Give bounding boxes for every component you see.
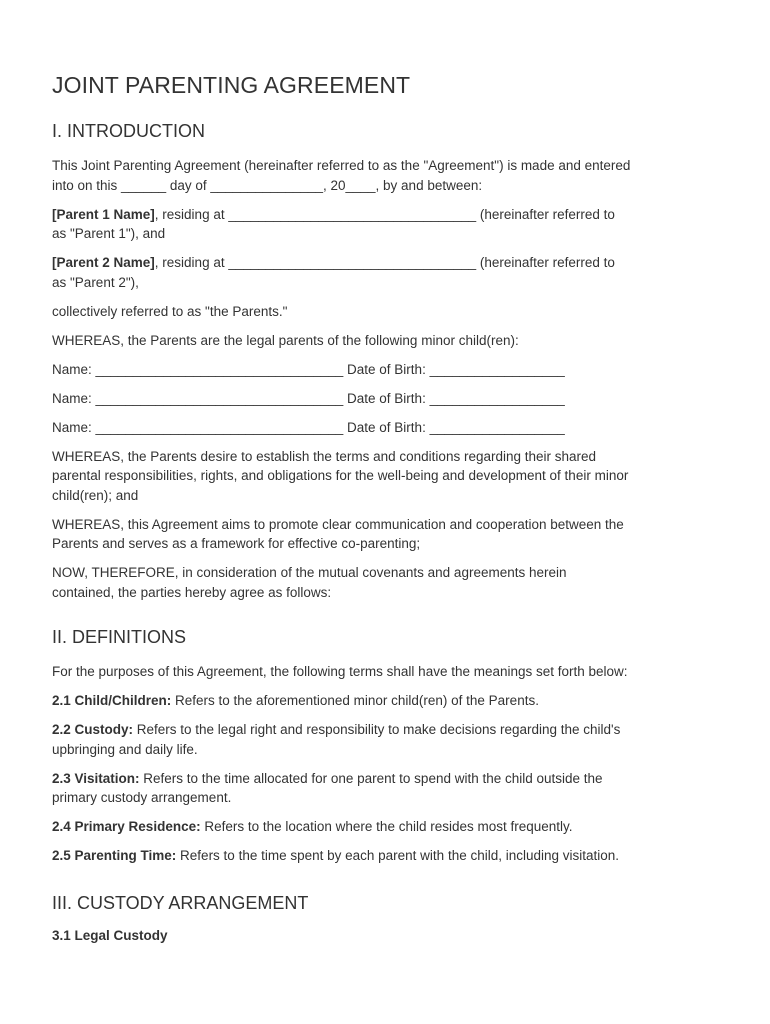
definition-term: 2.4 Primary Residence: xyxy=(52,819,201,834)
definition-term: 2.1 Child/Children: xyxy=(52,693,172,708)
definition-term: 2.5 Parenting Time: xyxy=(52,848,177,863)
definition-parenting-time xyxy=(52,846,718,866)
document-title: JOINT PARENTING AGREEMENT xyxy=(52,72,411,98)
now-therefore-line-1: NOW, THEREFORE, in consideration of the mutual covenants and agreements herein xyxy=(52,565,567,580)
whereas-communication-paragraph xyxy=(52,515,718,554)
parent-1-line-1: , residing at _________________________________ (hereinafter referred to xyxy=(154,206,615,222)
whereas-terms-line-2: parental responsibilities, rights, and obligations for the well-being and development of their minor xyxy=(52,468,629,483)
introduction-heading: I. INTRODUCTION xyxy=(52,121,205,141)
custody-section xyxy=(52,893,718,943)
legal-custody-subheading: 3.1 Legal Custody xyxy=(52,927,168,943)
now-therefore-line-2: contained, the parties hereby agree as follows: xyxy=(52,584,332,600)
definition-custody xyxy=(52,720,718,759)
whereas-terms-line-3: child(ren); and xyxy=(52,487,139,503)
child-entry-1: Name: _________________________________ Date of Birth: __________________ xyxy=(52,361,565,377)
definition-child xyxy=(52,691,718,711)
whereas-communication-line-1: WHEREAS, this Agreement aims to promote clear communication and cooperation between the xyxy=(52,516,624,532)
intro-line-2: into on this ______ day of _______________, 20____, by and between: xyxy=(52,177,483,193)
definitions-section xyxy=(52,627,718,866)
definition-text: Refers to the location where the child resides most frequently. xyxy=(200,819,573,834)
custody-heading: III. CUSTODY ARRANGEMENT xyxy=(52,892,309,913)
child-entry-2: Name: _________________________________ Date of Birth: __________________ xyxy=(52,390,565,406)
intro-paragraph xyxy=(52,156,718,195)
whereas-children-paragraph: WHEREAS, the Parents are the legal parents of the following minor child(ren): xyxy=(52,332,519,348)
parent-2-paragraph xyxy=(52,253,718,292)
definition-text: Refers to the time spent by each parent with the child, including visitation. xyxy=(176,848,620,863)
definition-text-continued: primary custody arrangement. xyxy=(52,790,232,805)
whereas-terms-line-1: WHEREAS, the Parents desire to establish the terms and conditions regarding their shared xyxy=(52,448,597,464)
definition-text: Refers to the aforementioned minor child(ren) of the Parents. xyxy=(171,693,539,708)
definition-text: Refers to the legal right and responsibility to make decisions regarding the child's xyxy=(133,722,621,737)
definition-text: Refers to the time allocated for one parent to spend with the child outside the xyxy=(139,770,603,786)
definitions-intro: For the purposes of this Agreement, the following terms shall have the meanings set forth below: xyxy=(52,664,628,679)
whereas-communication-line-2: Parents and serves as a framework for effective co-parenting; xyxy=(52,536,421,551)
parent-1-name: [Parent 1 Name] xyxy=(52,206,155,222)
definition-primary-residence xyxy=(52,817,718,837)
parent-2-line-2: as "Parent 2"), xyxy=(52,274,139,290)
intro-line-1: This Joint Parenting Agreement (hereinafter referred to as the "Agreement") is made and entered xyxy=(52,158,631,173)
definitions-heading: II. DEFINITIONS xyxy=(52,627,187,647)
parent-1-paragraph xyxy=(52,205,718,244)
parent-2-line-1: , residing at _________________________________ (hereinafter referred to xyxy=(154,255,615,270)
now-therefore-paragraph xyxy=(52,563,718,602)
collectively-paragraph: collectively referred to as "the Parents." xyxy=(52,303,288,319)
definition-term: 2.2 Custody: xyxy=(52,722,134,737)
definition-text-continued: upbringing and daily life. xyxy=(52,741,198,757)
introduction-section xyxy=(52,121,718,602)
child-entry-3: Name: _________________________________ Date of Birth: __________________ xyxy=(52,419,565,435)
whereas-terms-paragraph xyxy=(52,447,718,506)
definition-term: 2.3 Visitation: xyxy=(52,770,140,786)
parent-2-name: [Parent 2 Name] xyxy=(52,255,155,270)
definition-visitation xyxy=(52,769,718,808)
parent-1-line-2: as "Parent 1"), and xyxy=(52,226,166,241)
